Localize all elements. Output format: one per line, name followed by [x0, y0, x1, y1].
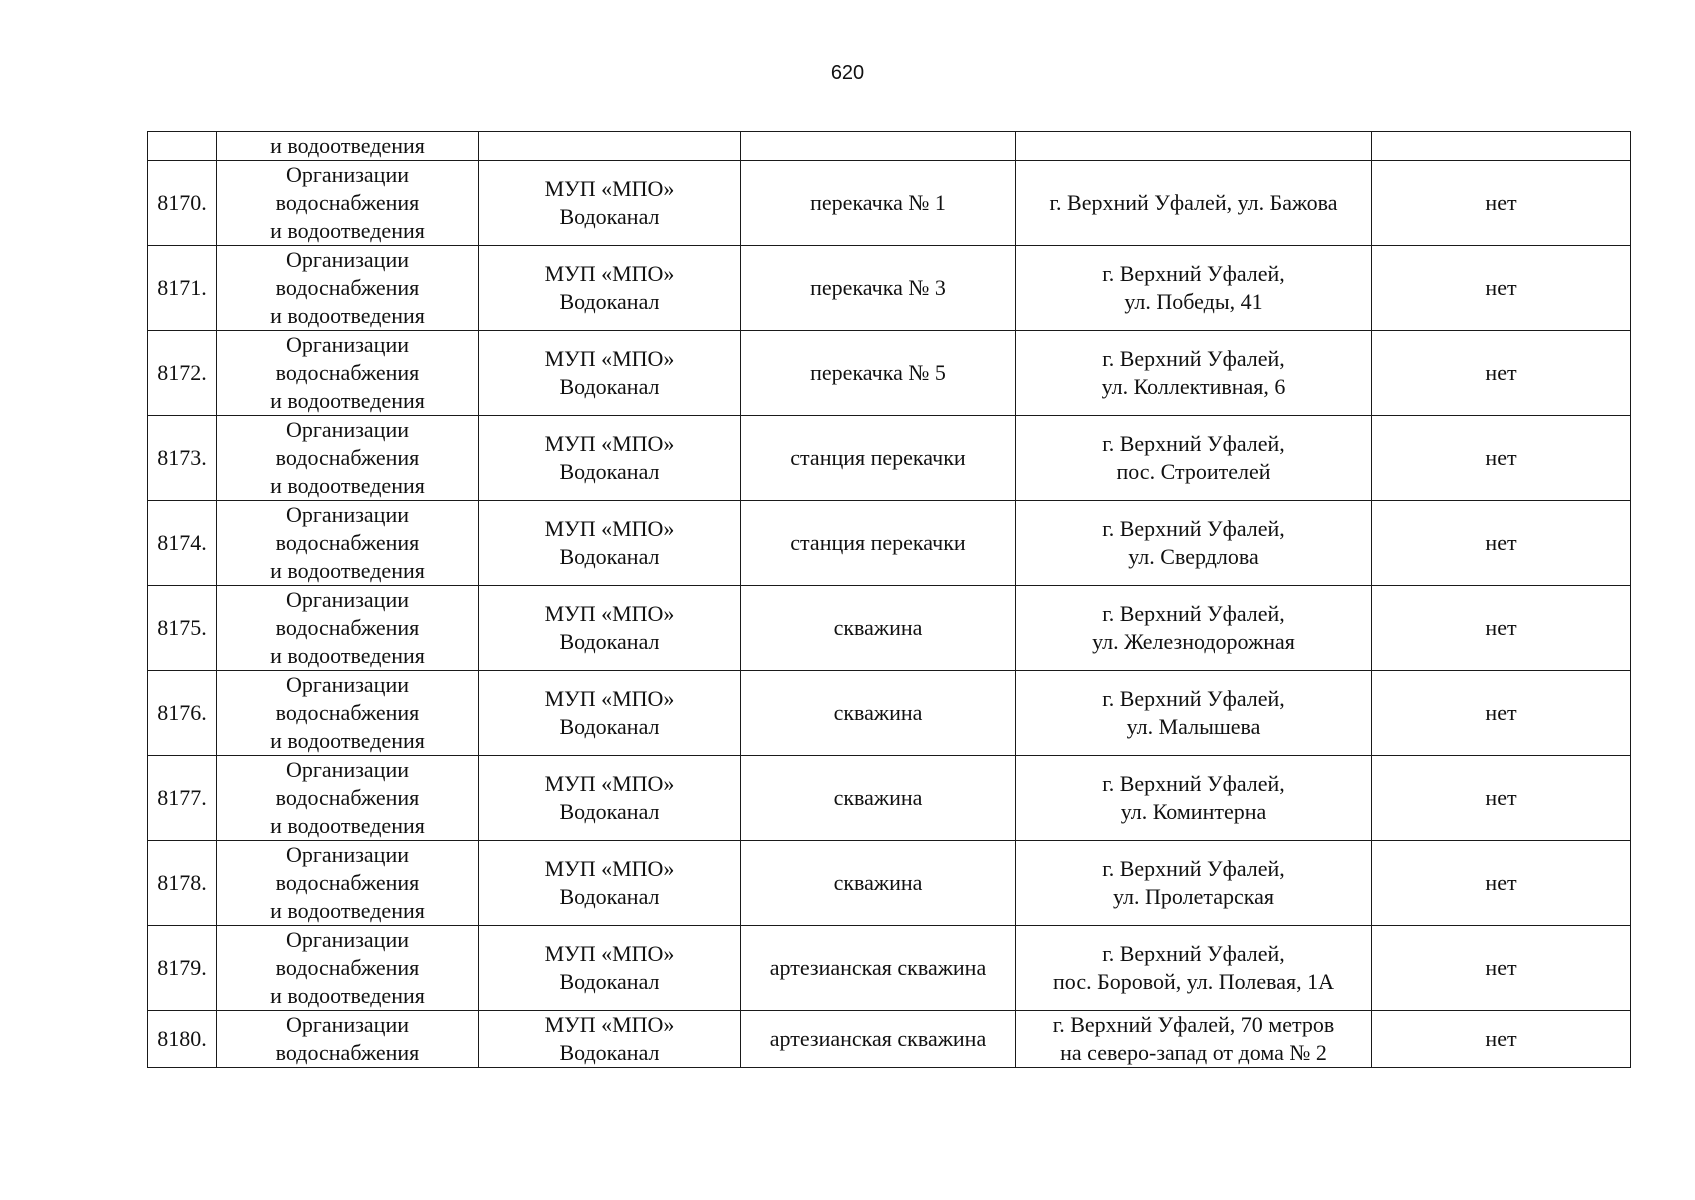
cell-type-line: Организации — [286, 1012, 409, 1037]
cell-type-line: Организации — [286, 247, 409, 272]
cell-address — [1016, 586, 1372, 671]
cell-organization — [479, 416, 741, 501]
cell-status: нет — [1372, 416, 1631, 501]
cell-type-line: Организации — [286, 842, 409, 867]
table-row — [148, 161, 1631, 246]
cell-organization-line: МУП «МПО» — [544, 686, 675, 711]
cell-type — [217, 586, 479, 671]
cell-organization-line: МУП «МПО» — [544, 346, 675, 371]
cell-address — [1016, 331, 1372, 416]
cell-address-line: г. Верхний Уфалей, — [1102, 261, 1285, 286]
cell-type-line: Организации — [286, 417, 409, 442]
cell-organization-line: МУП «МПО» — [544, 601, 675, 626]
cell-type — [217, 1011, 479, 1068]
cell-status: нет — [1372, 161, 1631, 246]
table-row — [148, 926, 1631, 1011]
cell-organization-line: МУП «МПО» — [544, 176, 675, 201]
cell-organization — [479, 926, 741, 1011]
cell-type-line: водоснабжения — [275, 360, 420, 385]
cell-address-line: пос. Строителей — [1116, 459, 1271, 484]
cell-type-line: и водоотведения — [270, 898, 425, 923]
cell-number: 8173. — [148, 416, 217, 501]
cell-number: 8171. — [148, 246, 217, 331]
cell-number: 8178. — [148, 841, 217, 926]
cell-object-line: скважина — [833, 785, 923, 810]
table-row — [148, 841, 1631, 926]
cell-object — [741, 671, 1016, 756]
cell-object — [741, 416, 1016, 501]
cell-number: 8170. — [148, 161, 217, 246]
cell-type-line: водоснабжения — [275, 445, 420, 470]
cell-organization-line: Водоканал — [559, 374, 660, 399]
cell-type-line: и водоотведения — [270, 643, 425, 668]
cell-address-line: ул. Коминтерна — [1120, 799, 1267, 824]
cell-type-line: Организации — [286, 502, 409, 527]
page-number: 620 — [830, 62, 865, 84]
cell-organization-line: Водоканал — [559, 799, 660, 824]
cell-organization-line: Водоканал — [559, 459, 660, 484]
cell-address-line: ул. Пролетарская — [1112, 884, 1274, 909]
cell-address-line: ул. Железнодорожная — [1092, 629, 1295, 654]
cell-address-line: г. Верхний Уфалей, 70 метров — [1052, 1012, 1335, 1037]
cell-number: 8180. — [148, 1011, 217, 1068]
cell-address — [1016, 841, 1372, 926]
cell-status: нет — [1372, 1011, 1631, 1068]
cell-type-line: и водоотведения — [270, 388, 425, 413]
cell-organization-line: МУП «МПО» — [544, 941, 675, 966]
cell-number: 8176. — [148, 671, 217, 756]
cell-type-line: и водоотведения — [270, 558, 425, 583]
table-row — [148, 416, 1631, 501]
cell-type-line: Организации — [286, 162, 409, 187]
cell-object — [741, 501, 1016, 586]
cell-address-line: г. Верхний Уфалей, — [1102, 601, 1285, 626]
continuation-row — [148, 132, 1631, 161]
cell-type-line: и водоотведения — [270, 473, 425, 498]
cell-type — [217, 161, 479, 246]
cell-status — [1372, 132, 1631, 161]
cell-organization-line: МУП «МПО» — [544, 856, 675, 881]
table-row — [148, 331, 1631, 416]
cell-type-line: и водоотведения — [270, 218, 425, 243]
cell-address — [1016, 246, 1372, 331]
cell-address-line: г. Верхний Уфалей, — [1102, 686, 1285, 711]
cell-type-line: водоснабжения — [275, 275, 420, 300]
cell-type-line: и водоотведения — [270, 728, 425, 753]
cell-object — [741, 246, 1016, 331]
cell-object — [741, 132, 1016, 161]
cell-status: нет — [1372, 841, 1631, 926]
cell-address-line: на северо-запад от дома № 2 — [1060, 1040, 1327, 1065]
table-row — [148, 671, 1631, 756]
cell-address-line: г. Верхний Уфалей, — [1102, 431, 1285, 456]
cell-address-line: пос. Боровой, ул. Полевая, 1А — [1053, 969, 1334, 994]
cell-organization-line: Водоканал — [559, 1040, 660, 1065]
cell-organization-line: Водоканал — [559, 204, 660, 229]
cell-type-line: водоснабжения — [275, 190, 420, 215]
cell-address — [1016, 161, 1372, 246]
cell-type-line: Организации — [286, 332, 409, 357]
cell-number: 8175. — [148, 586, 217, 671]
cell-type-line: Организации — [286, 927, 409, 952]
cell-organization-line: Водоканал — [559, 884, 660, 909]
cell-type-line: и водоотведения — [270, 303, 425, 328]
cell-organization — [479, 246, 741, 331]
cell-address-line: ул. Свердлова — [1128, 544, 1259, 569]
cell-organization-line: МУП «МПО» — [544, 516, 675, 541]
cell-type — [217, 926, 479, 1011]
cell-number: 8172. — [148, 331, 217, 416]
cell-object-line: станция перекачки — [790, 530, 966, 555]
cell-type-line: Организации — [286, 672, 409, 697]
table-row — [148, 246, 1631, 331]
cell-address-line: г. Верхний Уфалей, — [1102, 941, 1285, 966]
cell-address-line: г. Верхний Уфалей, — [1102, 346, 1285, 371]
table-row — [148, 501, 1631, 586]
cell-type — [217, 416, 479, 501]
cell-status: нет — [1372, 756, 1631, 841]
cell-organization-line: Водоканал — [559, 714, 660, 739]
cell-object-line: перекачка № 3 — [810, 275, 946, 300]
cell-type-line: водоснабжения — [275, 530, 420, 555]
cell-status: нет — [1372, 926, 1631, 1011]
cell-object-line: перекачка № 1 — [810, 190, 946, 215]
cell-organization-line: Водоканал — [559, 289, 660, 314]
cell-type — [217, 331, 479, 416]
cell-organization — [479, 132, 741, 161]
cell-address — [1016, 926, 1372, 1011]
cell-type — [217, 501, 479, 586]
cell-type-line: водоснабжения — [275, 615, 420, 640]
cell-object — [741, 841, 1016, 926]
cell-object-line: скважина — [833, 700, 923, 725]
cell-object-line: станция перекачки — [790, 445, 966, 470]
cell-status: нет — [1372, 501, 1631, 586]
cell-object — [741, 331, 1016, 416]
cell-type-line: и водоотведения — [270, 983, 425, 1008]
cell-organization-line: МУП «МПО» — [544, 261, 675, 286]
cell-object — [741, 926, 1016, 1011]
cell-object — [741, 1011, 1016, 1068]
cell-organization — [479, 841, 741, 926]
cell-type-line: Организации — [286, 757, 409, 782]
table-row — [148, 756, 1631, 841]
cell-status: нет — [1372, 331, 1631, 416]
cell-type — [217, 841, 479, 926]
cell-address — [1016, 1011, 1372, 1068]
cell-address — [1016, 132, 1372, 161]
cell-address — [1016, 416, 1372, 501]
cell-address — [1016, 671, 1372, 756]
cell-organization — [479, 756, 741, 841]
cell-number — [148, 132, 217, 161]
cell-organization — [479, 586, 741, 671]
cell-object-line: скважина — [833, 615, 923, 640]
cell-object — [741, 161, 1016, 246]
cell-status: нет — [1372, 671, 1631, 756]
table-row — [148, 586, 1631, 671]
cell-type — [217, 246, 479, 331]
cell-organization-line: Водоканал — [559, 544, 660, 569]
cell-status: нет — [1372, 586, 1631, 671]
cell-type — [217, 671, 479, 756]
cell-organization — [479, 331, 741, 416]
cell-address-line: г. Верхний Уфалей, ул. Бажова — [1049, 190, 1338, 215]
cell-type-line: Организации — [286, 587, 409, 612]
cell-object — [741, 756, 1016, 841]
cell-organization-line: Водоканал — [559, 969, 660, 994]
cell-address — [1016, 501, 1372, 586]
cell-organization — [479, 161, 741, 246]
cell-address-line: г. Верхний Уфалей, — [1102, 516, 1285, 541]
table-row — [148, 1011, 1631, 1068]
cell-organization-line: МУП «МПО» — [544, 771, 675, 796]
cell-object-line: скважина — [833, 870, 923, 895]
cell-type: и водоотведения — [217, 132, 479, 161]
cell-address-line: ул. Победы, 41 — [1124, 289, 1263, 314]
cell-type-line: водоснабжения — [275, 785, 420, 810]
cell-address-line: г. Верхний Уфалей, — [1102, 771, 1285, 796]
cell-type-line: водоснабжения — [275, 1040, 420, 1065]
cell-address-line: г. Верхний Уфалей, — [1102, 856, 1285, 881]
cell-organization-line: МУП «МПО» — [544, 1012, 675, 1037]
cell-number: 8177. — [148, 756, 217, 841]
cell-type-line: и водоотведения — [270, 813, 425, 838]
cell-organization — [479, 671, 741, 756]
cell-address-line: ул. Малышева — [1126, 714, 1261, 739]
cell-address — [1016, 756, 1372, 841]
cell-type-line: водоснабжения — [275, 870, 420, 895]
cell-status: нет — [1372, 246, 1631, 331]
cell-number: 8174. — [148, 501, 217, 586]
cell-address-line: ул. Коллективная, 6 — [1101, 374, 1286, 399]
cell-organization — [479, 501, 741, 586]
cell-object — [741, 586, 1016, 671]
cell-type — [217, 756, 479, 841]
cell-organization-line: МУП «МПО» — [544, 431, 675, 456]
cell-object-line: артезианская скважина — [769, 955, 987, 980]
cell-number: 8179. — [148, 926, 217, 1011]
registry-table-body — [148, 132, 1631, 1068]
cell-object-line: артезианская скважина — [769, 1026, 987, 1051]
cell-object-line: перекачка № 5 — [810, 360, 946, 385]
cell-organization — [479, 1011, 741, 1068]
cell-type-line: водоснабжения — [275, 700, 420, 725]
registry-table — [147, 131, 1631, 1068]
cell-organization-line: Водоканал — [559, 629, 660, 654]
cell-type-line: водоснабжения — [275, 955, 420, 980]
